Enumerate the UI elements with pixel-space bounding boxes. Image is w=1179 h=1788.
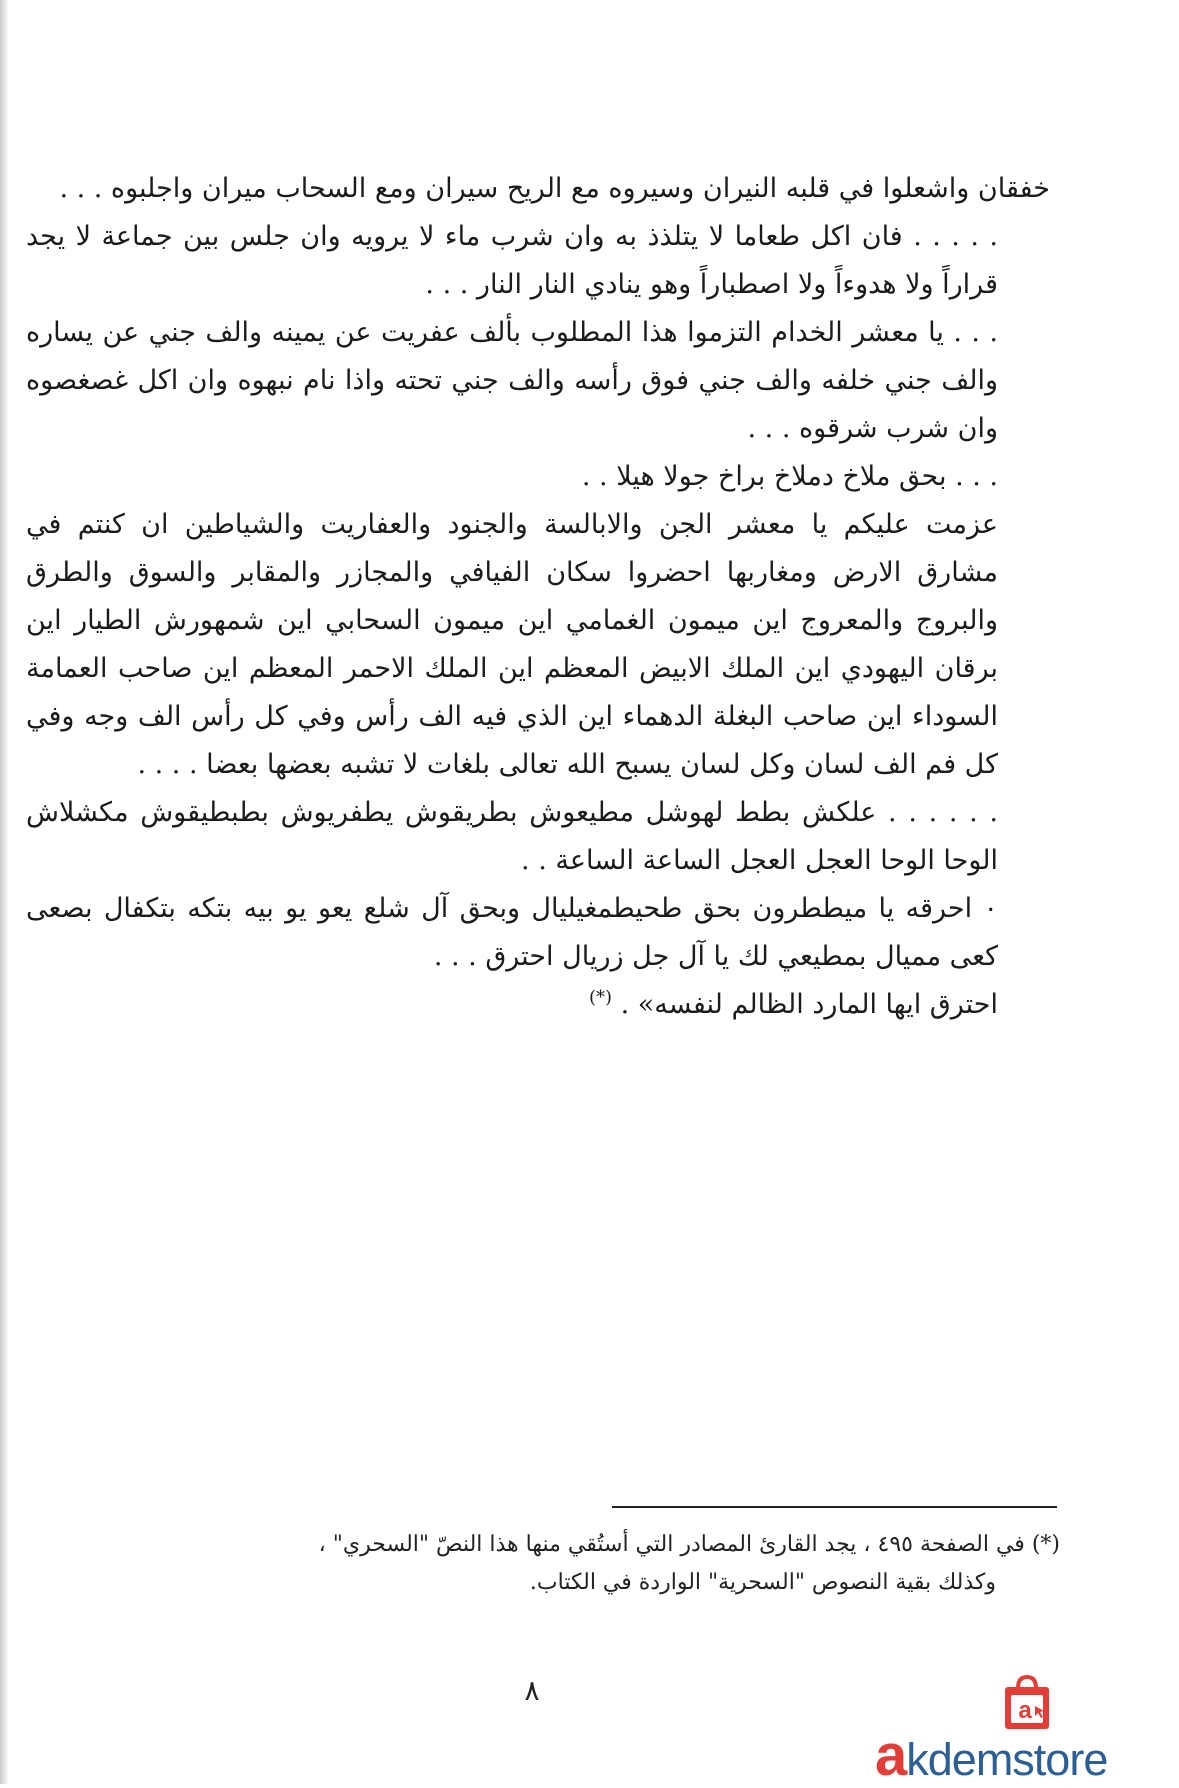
shopping-bag-icon bbox=[997, 1672, 1057, 1732]
footnote-reference: (*) bbox=[588, 987, 612, 1008]
paragraph-text: . . . يا معشر الخدام التزموا هذا المطلوب بألف عفريت عن يمينه والف جني عن يساره والف جني خلفه والف جني فوق رأسه والف جني تحته واذا نام نبهوه وان اكل غصغصوه وان شرب شرقوه . . . bbox=[26, 317, 998, 444]
paragraph-text: احترق ايها المارد الظالم لنفسه» . bbox=[620, 989, 998, 1020]
page-body bbox=[26, 165, 1050, 1029]
paragraph bbox=[26, 981, 1050, 1029]
paragraph-text: . . . . . فان اكل طعاما لا يتلذذ به وان شرب ماء لا يرويه وان جلس بين جماعة لا يجد قراراً ولا هدوءاً ولا اصطباراً وهو ينادي النار النار . . . bbox=[26, 221, 998, 300]
paragraph-text: خفقان واشعلوا في قلبه النيران وسيروه مع الريح سيران ومع السحاب ميران واجلبوه . . . bbox=[59, 173, 1050, 204]
svg-text:a: a bbox=[1018, 1697, 1032, 1724]
paragraph bbox=[26, 213, 1050, 309]
paragraph-text: ٠ احرقه يا ميططرون بحق طحيطمغيليال وبحق آل شلع يعو يو بيه بتكه بتكفال بصعى كعى مميال بمطيعي لك يا آل جل زريال احترق . . . bbox=[26, 893, 998, 972]
paragraph bbox=[26, 453, 1050, 501]
paragraph bbox=[26, 501, 1050, 789]
footnote-line: وكذلك بقية النصوص "السحرية" الواردة في الكتاب. bbox=[529, 1570, 996, 1595]
footnote-separator bbox=[612, 1506, 1057, 1508]
paragraph-text: . . . بحق ملاخ دملاخ براخ جولا هيلا . . bbox=[581, 461, 998, 492]
paragraph bbox=[26, 165, 1050, 213]
paragraph bbox=[26, 789, 1050, 885]
page-number: ٨ bbox=[524, 1674, 540, 1707]
paragraph-text: عزمت عليكم يا معشر الجن والابالسة والجنود والعفاريت والشياطين ان كنتم في مشارق الارض ومغاربها احضروا سكان الفيافي والمجازر والمقابر والسوق والطرق والبروج والمعروج اين ميمون الغمامي اين ميمون السحابي اين شمهورش الطيار اين برقان اليهودي اين الملك الابيض المعظم اين الملك الاحمر المعظم اين صاحب العمامة السوداء اين صاحب البغلة الدهماء اين الذي فيه الف رأس وفي كل رأس الف وجه وفي كل فم الف لسان وكل لسان يسبح الله تعالى بلغات لا تشبه بعضها بعضا . . . . bbox=[26, 509, 998, 780]
paragraph-text: . . . . . . علكش بطط لهوشل مطيعوش بطريقوش يطفريوش بطبطيقوش مكشلاش الوحا الوحا العجل العجل الساعة الساعة . . bbox=[26, 797, 998, 876]
footnote-line: (*) في الصفحة ٤٩٥ ، يجد القارئ المصادر التي أستُقي منها هذا النصّ "السحري" ، bbox=[318, 1532, 1060, 1557]
brand-rest: kdemstore bbox=[906, 1734, 1108, 1785]
page-edge-shadow bbox=[0, 0, 9, 1784]
paragraph bbox=[26, 885, 1050, 981]
akdemstore-watermark bbox=[875, 1672, 1179, 1788]
footnote bbox=[60, 1526, 1060, 1602]
brand-initial: a bbox=[875, 1723, 907, 1788]
paragraph bbox=[26, 309, 1050, 453]
brand-name bbox=[875, 1723, 1179, 1788]
